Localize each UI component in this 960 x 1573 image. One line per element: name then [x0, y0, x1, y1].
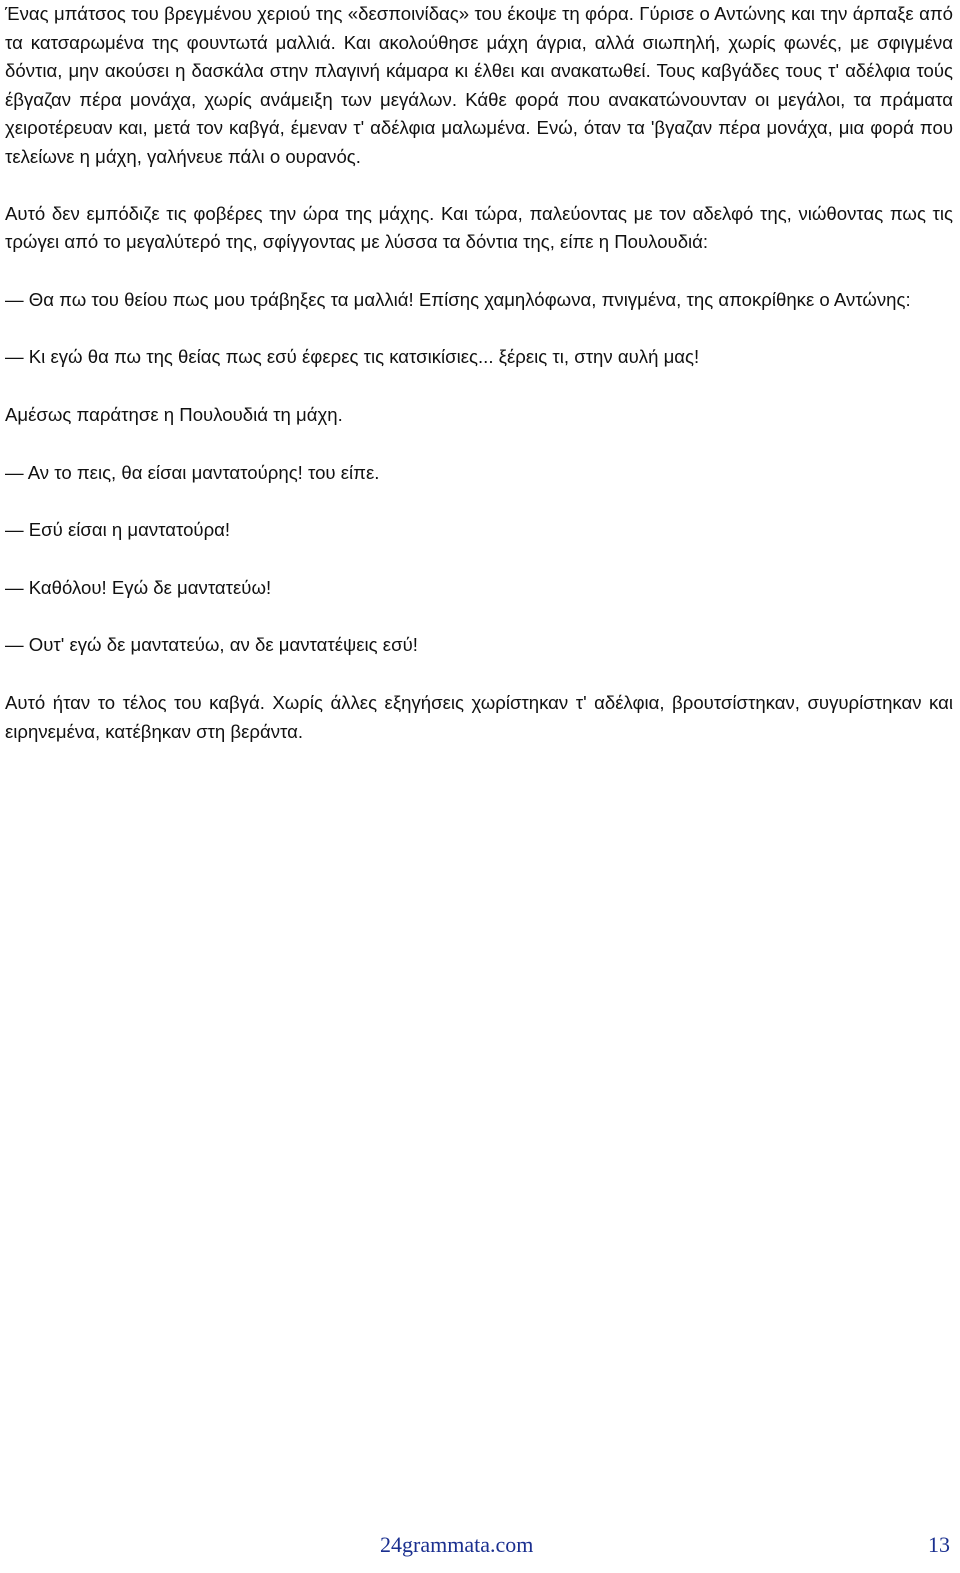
dialogue-line-antonis-reply: — Κι εγώ θα πω της θείας πως εσύ έφερες τις κατσικίσιες... ξέρεις τι, στην αυλή μας! [5, 346, 700, 368]
dialogue-line-kathólou: — Καθόλου! Εγώ δε μαντατεύω! [5, 576, 272, 598]
dialogue-line-out-ego: — Ουτ' εγώ δε μαντατεύω, αν δε μαντατέψεις εσύ! [5, 634, 418, 656]
document-body [5, 0, 953, 746]
paragraph-fight: Ένας μπάτσος του βρεγμένου χεριού της «δεσποινίδας» του έκοψε τη φόρα. Γύρισε ο Αντώνης και την άρπαξε από τα κατσαρωμένα της φουντωτά μαλλιά. Και ακολούθησε μάχη άγρια, αλλά σιωπηλή, χωρίς φωνές, με σφιγμένα δόντια, μην ακούσει η δασκάλα στην πλαγινή κάμαρα κι έλθει και ανακατωθεί. Τους καβγάδες τους τ' αδέλφια τούς έβγαζαν πέρα μονάχα, χωρίς ανάμειξη των μεγάλων. Κάθε φορά που ανακατώνουνταν οι μεγάλοι, τα πράματα χειροτέρευαν και, μετά τον καβγά, έμεναν τ' αδέλφια μαλωμένα. Ενώ, όταν τα 'βγαζαν πέρα μονάχα, μια φορά που τελείωνε η μάχη, γαλήνευε πάλι ο ουρανός. [5, 3, 953, 167]
footer-site-link[interactable]: 24grammata.com [380, 1532, 534, 1557]
dialogue-line-pouloudia-threat: — Θα πω του θείου πως μου τράβηξες τα μαλλιά! Επίσης χαμηλόφωνα, πνιγμένα, της αποκρίθηκε ο Αντώνης: [5, 288, 911, 310]
dialogue-line-mantatouris: — Αν το πεις, θα είσαι μαντατούρης! του είπε. [5, 461, 380, 483]
paragraph-fight-ends: Αμέσως παράτησε η Πουλουδιά τη μάχη. [5, 403, 343, 425]
page-footer [0, 1532, 960, 1566]
paragraph-end-of-quarrel: Αυτό ήταν το τέλος του καβγά. Χωρίς άλλες εξηγήσεις χωρίστηκαν τ' αδέλφια, βρουτσίστηκαν, συγυρίστηκαν και ειρηνεμένα, κατέβηκαν στη βεράντα. [5, 691, 953, 742]
paragraph-threats: Αυτό δεν εμπόδιζε τις φοβέρες την ώρα της μάχης. Και τώρα, παλεύοντας με τον αδελφό της, νιώθοντας πως τις τρώγει από το μεγαλύτερό της, σφίγγοντας με λύσσα τα δόντια της, είπε η Πουλουδιά: [5, 202, 953, 253]
dialogue-line-mantatoura: — Εσύ είσαι η μαντατούρα! [5, 519, 231, 541]
page-number: 13 [928, 1532, 950, 1557]
